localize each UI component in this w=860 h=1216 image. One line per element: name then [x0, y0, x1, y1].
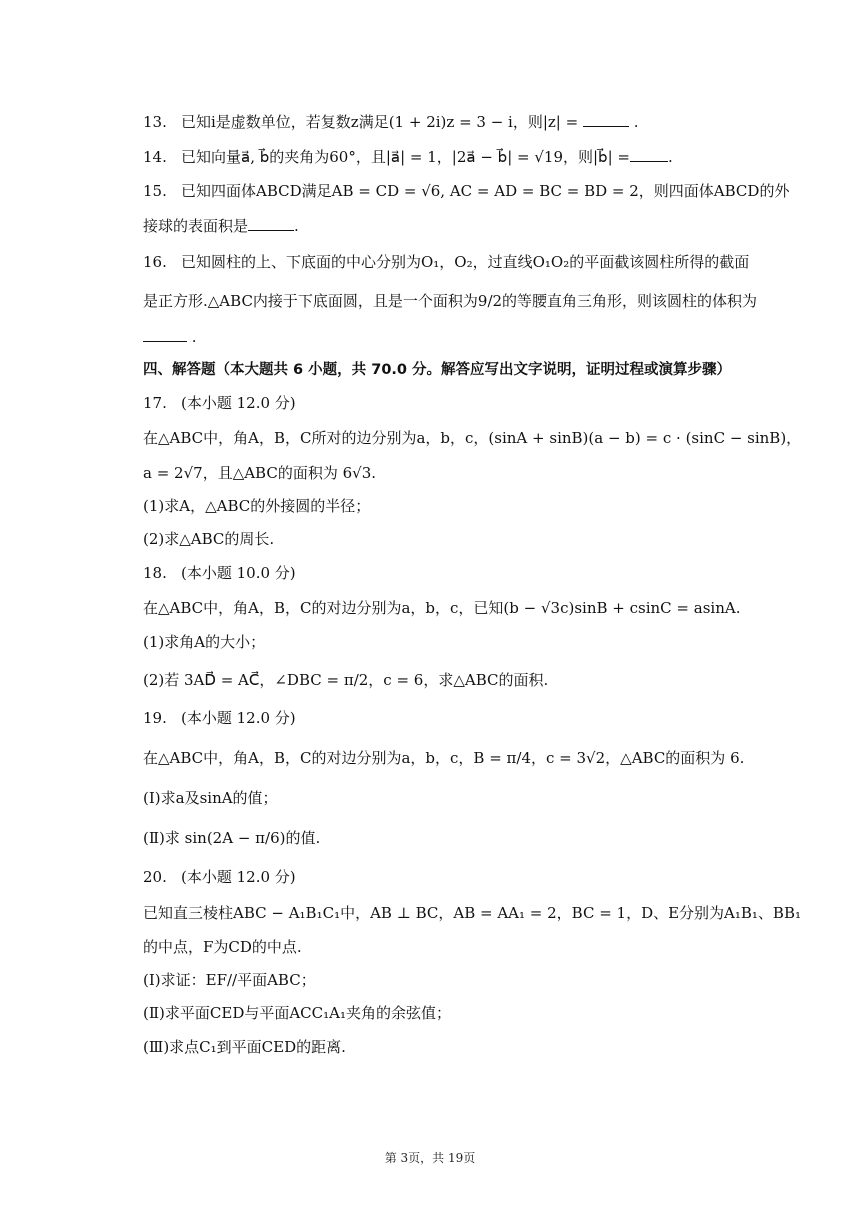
answer-blank: [143, 326, 187, 342]
question-14: [143, 146, 763, 168]
question-19-part-2: (Ⅱ)求 sin(2A − π/6)的值.: [143, 829, 321, 847]
question-tail: .: [187, 328, 197, 346]
question-16-line-1: [143, 251, 763, 273]
question-number: 17.: [143, 394, 167, 412]
question-20-line-2: 的中点，F为CD的中点.: [143, 938, 302, 956]
question-18-part-1: (1)求角A的大小；: [143, 633, 266, 651]
question-number: 18.: [143, 564, 167, 582]
question-16-line-3: [143, 326, 763, 348]
answer-blank: [583, 111, 629, 127]
question-18-line-1: 在△ABC中，角A，B，C的对边分别为a，b，c，已知(b − √3c)sinB + csinC = asinA.: [143, 599, 741, 617]
answer-blank: [248, 215, 294, 231]
question-number: 20.: [143, 868, 167, 886]
question-19-part-1: (Ⅰ)求a及sinA的值；: [143, 789, 278, 807]
question-15-line-1: [143, 180, 790, 202]
question-17-part-1: (1)求A，△ABC的外接圆的半径；: [143, 497, 371, 515]
question-17-part-2: (2)求△ABC的周长.: [143, 530, 275, 548]
question-text: 是正方形.△ABC内接于下底面圆，且是一个面积为9/2的等腰直角三角形，则该圆柱的体积为: [143, 292, 758, 310]
question-17-header: [143, 392, 763, 414]
answer-blank: [630, 146, 668, 162]
question-number: 16.: [143, 253, 167, 271]
question-tail: .: [294, 217, 299, 235]
question-number: 14.: [143, 148, 167, 166]
question-number: 19.: [143, 709, 167, 727]
question-tail: .: [667, 148, 673, 166]
question-score: (本小题 12.0 分): [181, 709, 296, 727]
question-19-header: [143, 707, 763, 729]
question-15-line-2: [143, 215, 763, 237]
question-17-line-2: a = 2√7，且△ABC的面积为 6√3.: [143, 464, 377, 482]
question-20-part-1: (Ⅰ)求证：EF//平面ABC；: [143, 971, 316, 989]
question-20-line-1: 已知直三棱柱ABC − A₁B₁C₁中，AB ⊥ BC，AB = AA₁ = 2，BC = 1，D、E分别为A₁B₁、BB₁: [143, 904, 801, 922]
question-tail: .: [628, 113, 639, 131]
question-20-header: [143, 866, 763, 888]
question-score: (本小题 12.0 分): [181, 394, 296, 412]
question-text: 已知向量a⃗, b⃗的夹角为60°，且|a⃗| = 1，|2a⃗ − b⃗| = √19，则|b⃗| =: [181, 148, 630, 166]
question-18-part-2: (2)若 3AD⃗ = AC⃗，∠DBC = π/2，c = 6，求△ABC的面积.: [143, 671, 549, 689]
section-heading: 四、解答题（本大题共 6 小题，共 70.0 分。解答应写出文字说明，证明过程或演算步骤）: [143, 362, 732, 378]
question-text: 已知圆柱的上、下底面的中心分别为O₁，O₂，过直线O₁O₂的平面截该圆柱所得的截面: [181, 253, 750, 271]
question-20-part-2: (Ⅱ)求平面CED与平面ACC₁A₁夹角的余弦值；: [143, 1004, 451, 1022]
question-16-line-2: [143, 290, 763, 312]
question-text: 接球的表面积是: [143, 217, 249, 235]
question-20-part-3: (Ⅲ)求点C₁到平面CED的距离.: [143, 1038, 346, 1056]
question-score: (本小题 10.0 分): [181, 564, 296, 582]
question-number: 15.: [143, 182, 167, 200]
question-18-header: [143, 562, 763, 584]
question-19-line-1: 在△ABC中，角A，B，C的对边分别为a，b，c，B = π/4，c = 3√2，△ABC的面积为 6.: [143, 749, 745, 767]
question-13: [143, 111, 763, 133]
question-text: 已知四面体ABCD满足AB = CD = √6, AC = AD = BC = BD = 2，则四面体ABCD的外: [181, 182, 790, 200]
question-17-line-1: 在△ABC中，角A，B，C所对的边分别为a，b，c，(sinA + sinB)(a − b) = c · (sinC − sinB)，: [143, 429, 802, 447]
question-number: 13.: [143, 113, 167, 131]
page-footer: 第 3页，共 19页: [384, 1151, 476, 1165]
question-score: (本小题 12.0 分): [181, 868, 296, 886]
question-text: 已知i是虚数单位，若复数z满足(1 + 2i)z = 3 − i，则|z| =: [181, 113, 583, 131]
